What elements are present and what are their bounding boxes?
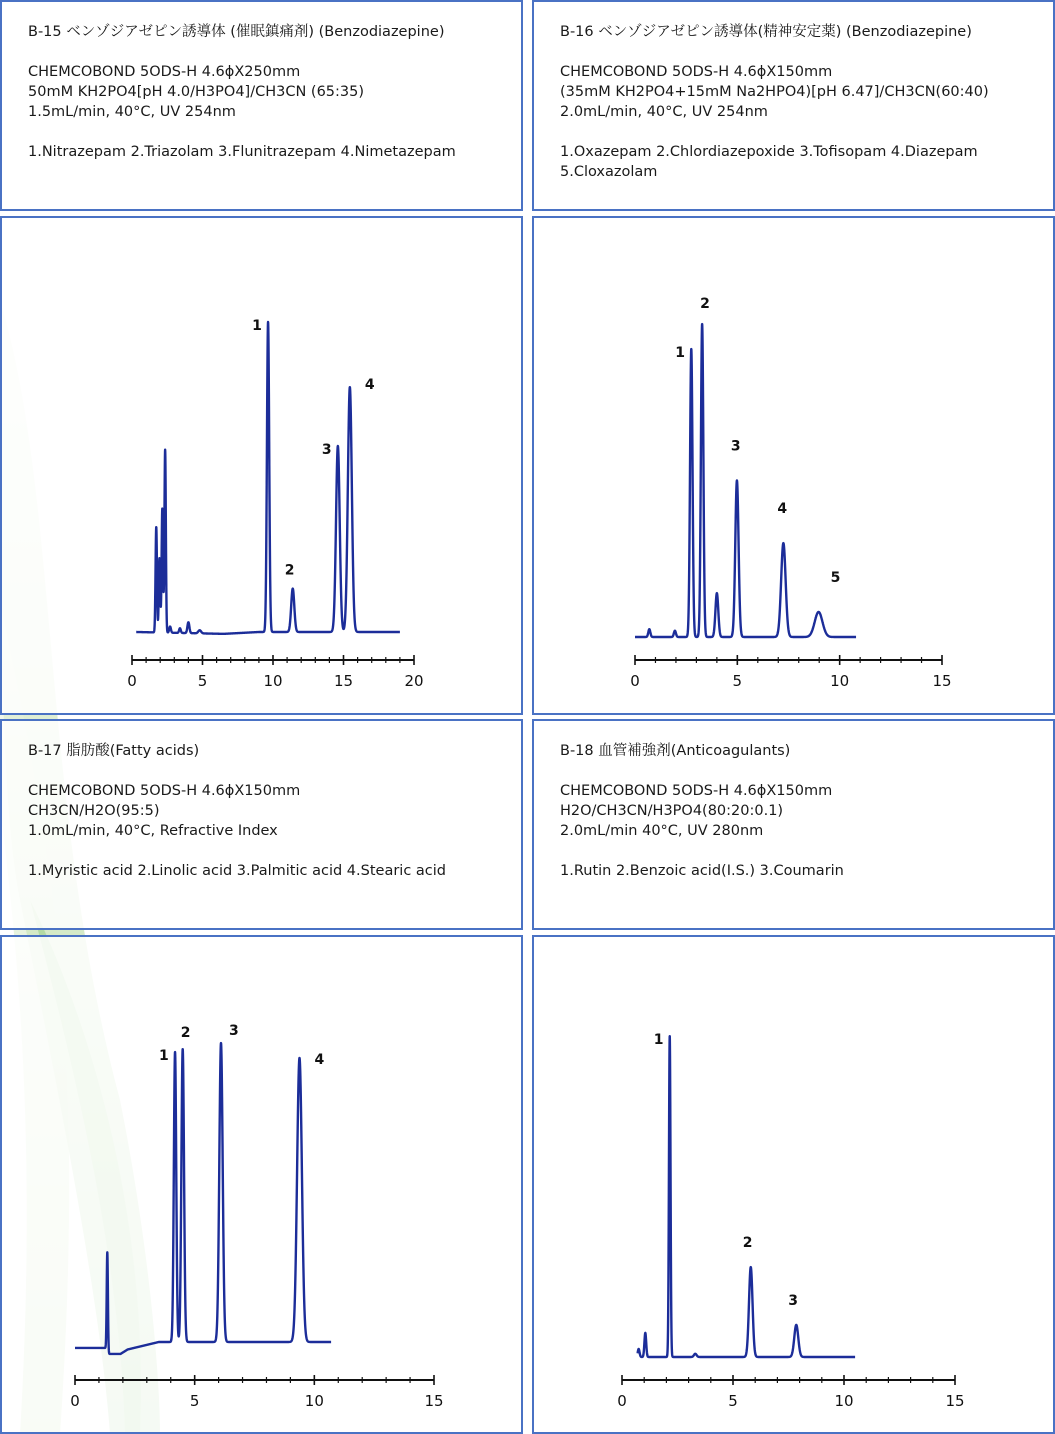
run-conditions: 2.0mL/min 40°C, UV 280nm — [560, 823, 764, 839]
mobile-phase: CH3CN/H2O(95:5) — [28, 803, 160, 819]
x-tick-label: 20 — [404, 672, 424, 690]
peak-label: 5 — [830, 569, 841, 586]
peak-label: 3 — [228, 1023, 239, 1039]
peak-label: 4 — [364, 377, 375, 394]
x-tick-label: 5 — [728, 1392, 738, 1410]
chart-panel-b16 — [532, 216, 1055, 715]
chart-panel-b18 — [532, 935, 1055, 1434]
x-tick-label: 15 — [424, 1392, 444, 1410]
peak-label: 3 — [730, 438, 741, 455]
panel-title: B-18 血管補強剤(Anticoagulants) — [560, 743, 791, 759]
x-tick-label: 0 — [630, 672, 640, 690]
panel-b17-info — [0, 719, 523, 930]
peak-label: 1 — [159, 1047, 169, 1064]
x-tick-label: 15 — [333, 672, 354, 690]
chart-panel-b15 — [0, 216, 523, 715]
chromatogram-trace — [638, 1036, 856, 1357]
x-tick-label: 0 — [617, 1392, 627, 1410]
x-tick-label: 15 — [945, 1392, 965, 1410]
x-tick-label: 5 — [197, 672, 208, 690]
panel-title: B-17 脂肪酸(Fatty acids) — [28, 743, 200, 759]
chromatogram-b16 — [534, 218, 1053, 713]
peak-label: 1 — [675, 345, 686, 362]
panel-title: B-16 ベンゾジアゼピン誘導体(精神安定薬) (Benzodiazepine) — [560, 24, 972, 40]
peak-label: 2 — [700, 296, 710, 312]
panel-b16-info — [532, 0, 1055, 211]
chromatogram-trace — [75, 1043, 331, 1354]
mobile-phase: 50mM KH2PO4[pH 4.0/H3PO4]/CH3CN (65:35) — [28, 84, 365, 100]
panel-title: B-15 ベンゾジアゼピン誘導体 (催眠鎮痛剤) (Benzodiazepine) — [28, 24, 445, 40]
x-tick-label: 0 — [70, 1392, 80, 1410]
x-tick-label: 10 — [304, 1392, 324, 1410]
run-conditions: 1.0mL/min, 40°C, Refractive Index — [28, 823, 278, 839]
peak-label: 2 — [284, 562, 295, 579]
peak-label: 2 — [180, 1024, 191, 1041]
chromatogram-trace — [136, 322, 400, 634]
peak-label: 4 — [777, 501, 788, 518]
x-tick-label: 10 — [263, 672, 283, 690]
peak-list: 1.Nitrazepam 2.Triazolam 3.Flunitrazepam 4.Nimetazepam — [28, 144, 456, 160]
column-spec: CHEMCOBOND 5ODS-H 4.6ϕX150mm — [560, 64, 833, 80]
column-spec: CHEMCOBOND 5ODS-H 4.6ϕX250mm — [28, 64, 301, 80]
panel-b18-info — [532, 719, 1055, 930]
peak-label: 4 — [314, 1051, 325, 1068]
chart-panel-b17 — [0, 935, 523, 1434]
mobile-phase: (35mM KH2PO4+15mM Na2HPO4)[pH 6.47]/CH3CN(60:40) — [560, 84, 989, 100]
mobile-phase: H2O/CH3CN/H3PO4(80:20:0.1) — [560, 803, 784, 819]
peak-label: 1 — [252, 318, 262, 334]
run-conditions: 1.5mL/min, 40°C, UV 254nm — [28, 104, 236, 120]
peak-label: 2 — [742, 1235, 753, 1252]
column-spec: CHEMCOBOND 5ODS-H 4.6ϕX150mm — [28, 783, 301, 799]
chromatogram-b17 — [2, 937, 521, 1432]
peak-list: 1.Oxazepam 2.Chlordiazepoxide 3.Tofisopam 4.Diazepam — [560, 144, 978, 160]
x-tick-label: 15 — [932, 672, 952, 690]
panel-b15-info — [0, 0, 523, 211]
peak-label: 3 — [321, 442, 332, 458]
run-conditions: 2.0mL/min, 40°C, UV 254nm — [560, 104, 768, 120]
x-tick-label: 0 — [127, 672, 137, 690]
column-spec: CHEMCOBOND 5ODS-H 4.6ϕX150mm — [560, 783, 833, 799]
chromatogram-b15 — [2, 218, 521, 713]
peak-label: 1 — [653, 1032, 664, 1048]
peak-list: 1.Rutin 2.Benzoic acid(I.S.) 3.Coumarin — [560, 863, 844, 879]
x-tick-label: 5 — [732, 672, 743, 690]
chromatogram-trace — [635, 324, 856, 637]
x-tick-label: 10 — [830, 672, 850, 690]
x-tick-label: 10 — [834, 1392, 854, 1410]
chromatogram-b18 — [534, 937, 1053, 1432]
peak-list: 1.Myristic acid 2.Linolic acid 3.Palmitic acid 4.Stearic acid — [28, 863, 446, 879]
x-tick-label: 5 — [189, 1392, 200, 1410]
peak-label: 3 — [788, 1292, 799, 1309]
peak-list-continued: 5.Cloxazolam — [560, 164, 658, 180]
